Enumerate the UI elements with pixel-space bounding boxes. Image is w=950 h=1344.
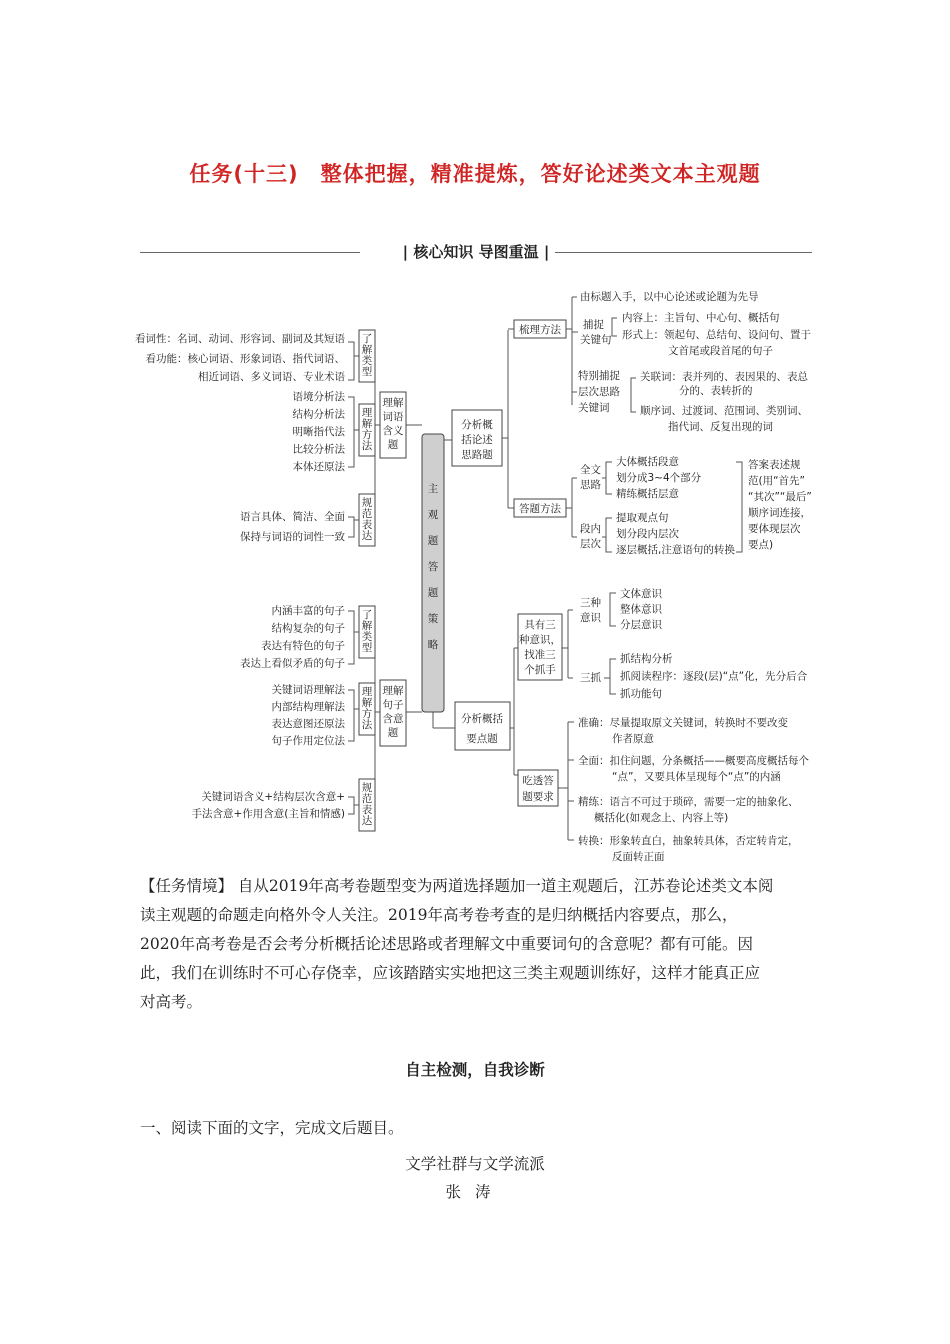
ci-label: 题 bbox=[387, 439, 399, 451]
chitou-item: 精练：语言不可过于琐碎，需要一定的抽象化、 bbox=[578, 796, 799, 808]
ju-group-label: 范 bbox=[361, 793, 373, 805]
dati-quanwen-item: 划分成3~4个部分 bbox=[616, 472, 702, 484]
dati-note: 顺序词连接， bbox=[748, 507, 811, 519]
shuli-xingshi: 文首尾或段首尾的句子 bbox=[668, 345, 773, 357]
yaodian-label: 分析概括 bbox=[461, 713, 503, 725]
dati-note: 要点) bbox=[748, 539, 774, 551]
ci-group-label: 法 bbox=[361, 440, 373, 452]
ci-expr-item: 语言具体、简洁、全面 bbox=[240, 511, 345, 523]
silu-label: 括论述 bbox=[461, 434, 493, 446]
yaodian-label: 要点题 bbox=[466, 733, 498, 745]
ci-method-item: 语境分析法 bbox=[292, 391, 345, 403]
chitou-item: 作者原意 bbox=[612, 733, 654, 745]
dati-note: 答案表述规 bbox=[748, 459, 801, 471]
ju-method-item: 表达意图还原法 bbox=[271, 718, 345, 730]
sanzhong-label: 个抓手 bbox=[524, 664, 556, 676]
shuli-tebie: 特别捕捉 bbox=[578, 370, 620, 382]
ju-label: 理解 bbox=[382, 685, 404, 697]
ci-type-item: 看功能：核心词语、形象词语、指代词语、 bbox=[145, 353, 345, 365]
ju-type-item: 结构复杂的句子 bbox=[271, 622, 345, 635]
center-label: 题 bbox=[427, 587, 439, 599]
ci-label: 含义 bbox=[382, 425, 404, 437]
context-line: 2020年高考卷是否会考分析概括论述思路或者理解文中重要词句的含意呢？都有可能。因 bbox=[140, 935, 753, 953]
shuli-shunxu: 指代词、反复出现的词 bbox=[668, 421, 773, 433]
dati-note: 要体现层次 bbox=[748, 523, 801, 535]
ju-type-item: 表达上看似矛盾的句子 bbox=[240, 657, 345, 670]
ci-group-label: 理 bbox=[361, 407, 373, 419]
article-title: 文学社群与文学流派 bbox=[405, 1155, 545, 1173]
ci-group-label: 范 bbox=[361, 508, 373, 520]
center-box bbox=[422, 434, 444, 712]
dati-quanwen-item: 精练概括层意 bbox=[616, 488, 679, 500]
dati-note: 范(用“首先” bbox=[748, 475, 805, 487]
shuli-neirong: 内容上：主旨句、中心句、概括句 bbox=[622, 312, 780, 324]
ju-type-item: 表达有特色的句子 bbox=[261, 640, 345, 652]
ci-label: 词语 bbox=[382, 411, 404, 423]
dati-note: “其次”“最后” bbox=[748, 491, 812, 503]
ju-method-item: 关键词语理解法 bbox=[271, 684, 345, 696]
ju-group-label: 达 bbox=[361, 815, 373, 827]
shuli-xingshi: 形式上：领起句、总结句、设问句、置于 bbox=[622, 329, 811, 341]
chitou-item: 准确：尽量提取原文关键词，转换时不要改变 bbox=[578, 717, 788, 729]
ci-method-item: 明晰指代法 bbox=[292, 426, 345, 438]
ju-group-label: 型 bbox=[361, 642, 373, 654]
ci-group-label: 解 bbox=[361, 418, 373, 430]
ju-group-label: 规 bbox=[361, 782, 373, 794]
dati-duannei-item: 逐层概括,注意语句的转换 bbox=[616, 544, 735, 556]
ci-group-label: 解 bbox=[361, 344, 373, 356]
yishi-item: 整体意识 bbox=[620, 603, 662, 616]
ci-expr-item: 保持与词语的词性一致 bbox=[240, 531, 345, 543]
ju-group-label: 类 bbox=[361, 631, 373, 643]
sanzhong-label: 种意识， bbox=[519, 634, 561, 646]
ju-label: 题 bbox=[387, 727, 399, 739]
ju-group-label: 解 bbox=[361, 620, 373, 632]
chitou-item: 概括化(如观念上、内容上等) bbox=[594, 812, 729, 824]
zhua-label: 三抓 bbox=[580, 672, 601, 684]
context-line: 读主观题的命题走向格外令人关注。2019年高考卷考查的是归纳概括内容要点，那么， bbox=[140, 906, 738, 924]
ci-group-label: 方 bbox=[361, 429, 373, 441]
context-line: 此，我们在训练时不可心存侥幸，应该踏踏实实地把这三类主观题训练好，这样才能真正应 bbox=[140, 964, 761, 982]
ci-group-label: 表 bbox=[361, 519, 373, 531]
center-label: 答 bbox=[427, 561, 439, 573]
shuli-buzhuo: 关键句 bbox=[580, 334, 612, 346]
dati-quanwen-item: 大体概括段意 bbox=[616, 456, 679, 468]
dati-label: 答题方法 bbox=[519, 503, 561, 515]
yishi-item: 分层意识 bbox=[620, 619, 662, 631]
ci-group-label: 了 bbox=[361, 333, 373, 345]
ci-type-item: 相近词语、多义词语、专业术语 bbox=[198, 371, 345, 383]
yishi-label: 意识 bbox=[580, 612, 601, 624]
ju-expr-item: 手法含意+作用含意(主旨和情感) bbox=[191, 808, 345, 820]
silu-label: 分析概 bbox=[461, 419, 493, 431]
chitou-label: 题要求 bbox=[522, 791, 554, 803]
dati-quanwen: 全文 bbox=[580, 464, 601, 476]
ju-group-label: 解 bbox=[361, 697, 373, 709]
zhua-item: 抓结构分析 bbox=[620, 653, 673, 665]
shuli-tebie: 关键词 bbox=[578, 402, 610, 414]
zhua-item: 抓功能句 bbox=[620, 688, 662, 700]
ju-group-label: 方 bbox=[361, 708, 373, 720]
shuli-item: 由标题入手，以中心论述或论题为先导 bbox=[580, 291, 759, 303]
shuli-tebie: 层次思路 bbox=[578, 386, 620, 398]
shuli-guanlian: 分的、表转折的 bbox=[679, 385, 753, 397]
center-label: 观 bbox=[427, 509, 439, 521]
section-label: | 核心知识 导图重温 | bbox=[397, 243, 556, 261]
ci-group-label: 规 bbox=[361, 497, 373, 509]
chitou-item: “点”，又要具体呈现每个“点”的内涵 bbox=[612, 771, 781, 783]
chitou-item: 反面转正面 bbox=[612, 851, 665, 863]
ci-method-item: 比较分析法 bbox=[292, 443, 345, 456]
dati-duannei: 段内 bbox=[580, 523, 601, 535]
shuli-shunxu: 顺序词、过渡词、范围词、类别词、 bbox=[640, 405, 808, 417]
center-label: 题 bbox=[427, 535, 439, 547]
dati-duannei: 层次 bbox=[580, 538, 601, 550]
chitou-item: 全面：扣住问题，分条概括——概要高度概括每个 bbox=[578, 755, 809, 767]
ju-method-item: 内部结构理解法 bbox=[271, 701, 345, 713]
section-header bbox=[140, 241, 812, 263]
chitou-item: 转换：形象转直白，抽象转具体，否定转肯定， bbox=[578, 835, 799, 847]
ju-type-item: 内涵丰富的句子 bbox=[271, 605, 345, 617]
ju-expr-item: 关键词语含义+结构层次含意+ bbox=[201, 791, 345, 803]
ju-label: 含意 bbox=[382, 713, 404, 725]
mind-map bbox=[0, 280, 950, 870]
page-title: 任务(十三) 整体把握，精准提炼，答好论述类文本主观题 bbox=[189, 162, 761, 186]
shuli-label: 梳理方法 bbox=[519, 324, 561, 336]
sanzhong-label: 找准三 bbox=[524, 649, 556, 661]
ju-group-label: 法 bbox=[361, 719, 373, 731]
silu-label: 思路题 bbox=[461, 449, 493, 461]
context-line: 【任务情境】 自从2019年高考卷题型变为两道选择题加一道主观题后，江苏卷论述类文本阅 bbox=[140, 877, 774, 895]
context-line: 对高考。 bbox=[140, 993, 203, 1011]
zhua-item: 抓阅读程序：逐段(层)“点”化，先分后合 bbox=[620, 670, 808, 683]
shuli-guanlian: 关联词：表并列的、表因果的、表总 bbox=[640, 371, 808, 383]
yishi-item: 文体意识 bbox=[620, 588, 662, 600]
article-author: 张涛 bbox=[445, 1183, 505, 1201]
sanzhong-label: 具有三 bbox=[524, 619, 556, 631]
ju-method-item: 句子作用定位法 bbox=[271, 735, 345, 747]
ju-label: 句子 bbox=[382, 699, 404, 711]
center-label: 策 bbox=[427, 613, 439, 625]
ci-label: 理解 bbox=[382, 397, 404, 409]
ju-group-label: 表 bbox=[361, 804, 373, 816]
question-prompt: 一、阅读下面的文字，完成文后题目。 bbox=[140, 1119, 404, 1137]
yishi-label: 三种 bbox=[580, 597, 601, 609]
center-label: 主 bbox=[427, 483, 439, 495]
chitou-label: 吃透答 bbox=[522, 775, 554, 787]
shuli-buzhuo: 捕捉 bbox=[583, 319, 604, 331]
ci-method-item: 结构分析法 bbox=[292, 408, 345, 421]
ci-group-label: 达 bbox=[361, 530, 373, 542]
center-label: 略 bbox=[427, 639, 439, 651]
ci-type-item: 看词性：名词、动词、形容词、副词及其短语 bbox=[135, 333, 345, 345]
dati-duannei-item: 提取观点句 bbox=[616, 512, 669, 524]
ci-group-label: 类 bbox=[361, 355, 373, 367]
ci-group-label: 型 bbox=[361, 366, 373, 378]
self-check-heading: 自主检测，自我诊断 bbox=[405, 1061, 545, 1079]
dati-quanwen: 思路 bbox=[580, 479, 601, 491]
ci-method-item: 本体还原法 bbox=[292, 461, 345, 473]
ju-group-label: 理 bbox=[361, 686, 373, 698]
dati-duannei-item: 划分段内层次 bbox=[616, 528, 679, 540]
ju-group-label: 了 bbox=[361, 609, 373, 621]
